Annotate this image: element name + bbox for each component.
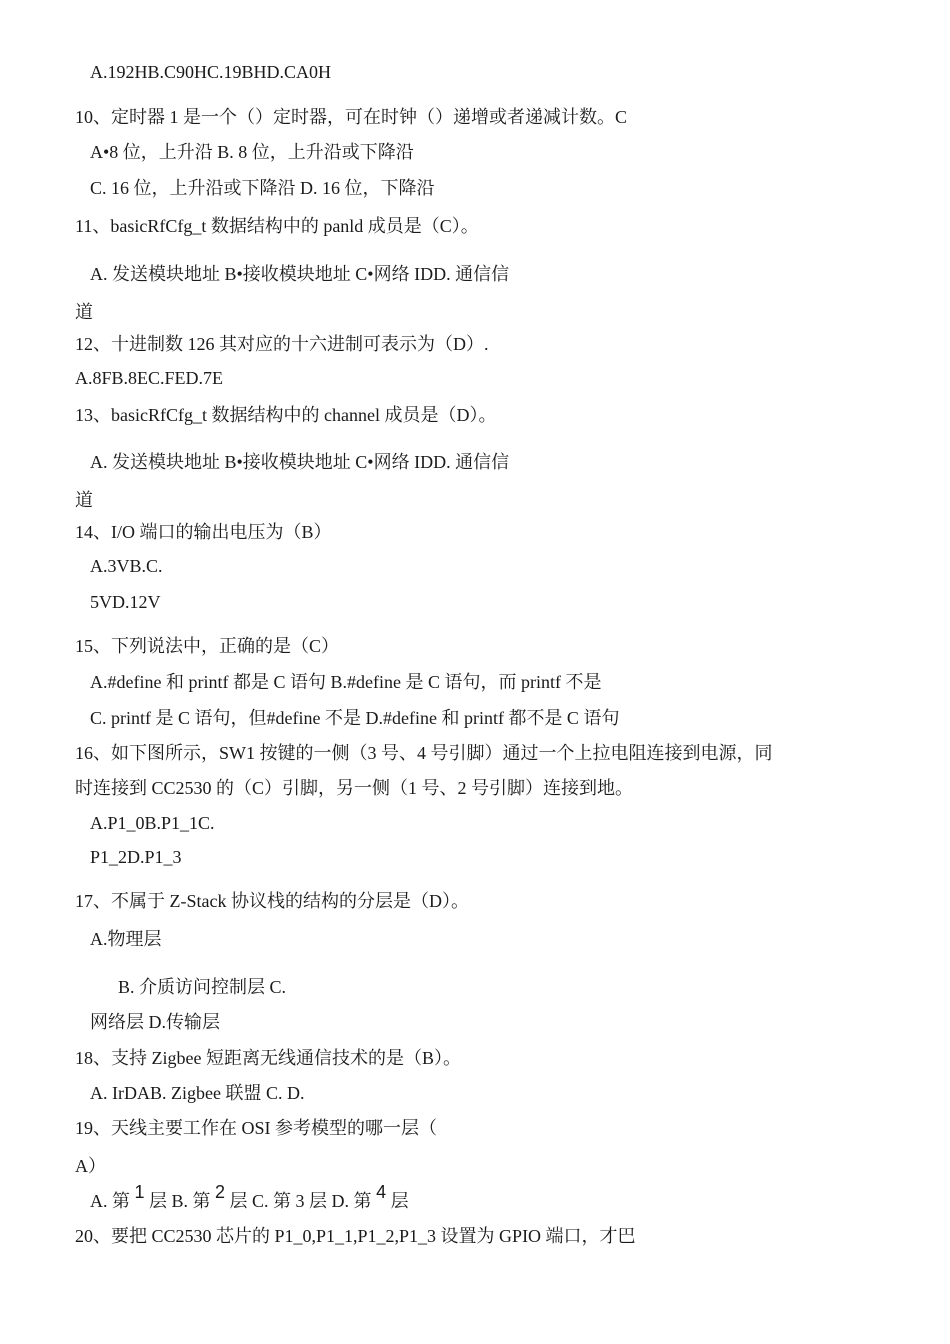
- q11-options-wrap: 道: [75, 302, 93, 322]
- q16-options-a: A.P1_0B.P1_1C.: [90, 813, 215, 833]
- q10-options-ab: A•8 位，上升沿 B. 8 位，上升沿或下降沿: [90, 142, 414, 162]
- q19-option-d-num: 4: [376, 1182, 387, 1202]
- q11-options: A. 发送模块地址 B•接收模块地址 C•网络 IDD. 通信信: [90, 264, 510, 284]
- q16-question: 16、如下图所示，SW1 按键的一侧（3 号、4 号引脚）通过一个上拉电阻连接到电源，同: [75, 743, 773, 763]
- q19-option-b-num: 2: [215, 1182, 226, 1202]
- q10-options-cd: C. 16 位，上升沿或下降沿 D. 16 位，下降沿: [90, 178, 435, 198]
- q15-options-ab: A.#define 和 printf 都是 C 语句 B.#define 是 C 语句，而 printf 不是: [90, 672, 602, 692]
- q19-question: 19、天线主要工作在 OSI 参考模型的哪一层（: [75, 1118, 438, 1138]
- q9-options: A.192HB.C90HC.19BHD.CA0H: [90, 62, 332, 82]
- q14-options-b: 5VD.12V: [90, 592, 161, 612]
- q16-question-cont: 时连接到 CC2530 的（C）引脚，另一侧（1 号、2 号引脚）连接到地。: [75, 778, 634, 798]
- q15-question: 15、下列说法中，正确的是（C）: [75, 636, 340, 656]
- q18-question: 18、支持 Zigbee 短距离无线通信技术的是（B）。: [75, 1048, 461, 1068]
- q19-options: [90, 1182, 409, 1213]
- q16-options-b: P1_2D.P1_3: [90, 847, 182, 867]
- q19-option-a-num: 1: [134, 1182, 145, 1202]
- q12-question: 12、十进制数 126 其对应的十六进制可表示为（D）.: [75, 334, 489, 354]
- q10-question: 10、定时器 1 是一个（）定时器，可在时钟（）递增或者递减计数。C: [75, 107, 628, 127]
- q14-question: 14、I/O 端口的输出电压为（B）: [75, 522, 332, 542]
- q17-option-cd: 网络层 D.传输层: [90, 1012, 220, 1032]
- q20-question: 20、要把 CC2530 芯片的 P1_0,P1_1,P1_2,P1_3 设置为 GPIO 端口，才巴: [75, 1226, 636, 1246]
- q19-option-b-text: 层 B. 第: [149, 1191, 211, 1211]
- q11-question: 11、basicRfCfg_t 数据结构中的 panld 成员是（C）。: [75, 216, 479, 236]
- q19-answer: A）: [75, 1156, 106, 1176]
- q18-options: A. IrDAB. Zigbee 联盟 C. D.: [90, 1083, 305, 1103]
- q12-options: A.8FB.8EC.FED.7E: [75, 368, 224, 388]
- q17-option-b: B. 介质访问控制层 C.: [118, 977, 287, 997]
- q14-options-a: A.3VB.C.: [90, 556, 163, 576]
- q19-option-d-text: 层: [390, 1191, 409, 1211]
- q17-question: 17、不属于 Z-Stack 协议栈的结构的分层是（D）。: [75, 891, 469, 911]
- q17-option-a: A.物理层: [90, 929, 162, 949]
- q15-options-cd: C. printf 是 C 语句，但#define 不是 D.#define 和 printf 都不是 C 语句: [90, 708, 620, 728]
- q13-question: 13、basicRfCfg_t 数据结构中的 channel 成员是（D）。: [75, 405, 497, 425]
- q13-options-wrap: 道: [75, 490, 93, 510]
- q13-options: A. 发送模块地址 B•接收模块地址 C•网络 IDD. 通信信: [90, 452, 510, 472]
- q19-option-cd-text: 层 C. 第 3 层 D. 第: [229, 1191, 372, 1211]
- q19-option-a-text: A. 第: [90, 1191, 130, 1211]
